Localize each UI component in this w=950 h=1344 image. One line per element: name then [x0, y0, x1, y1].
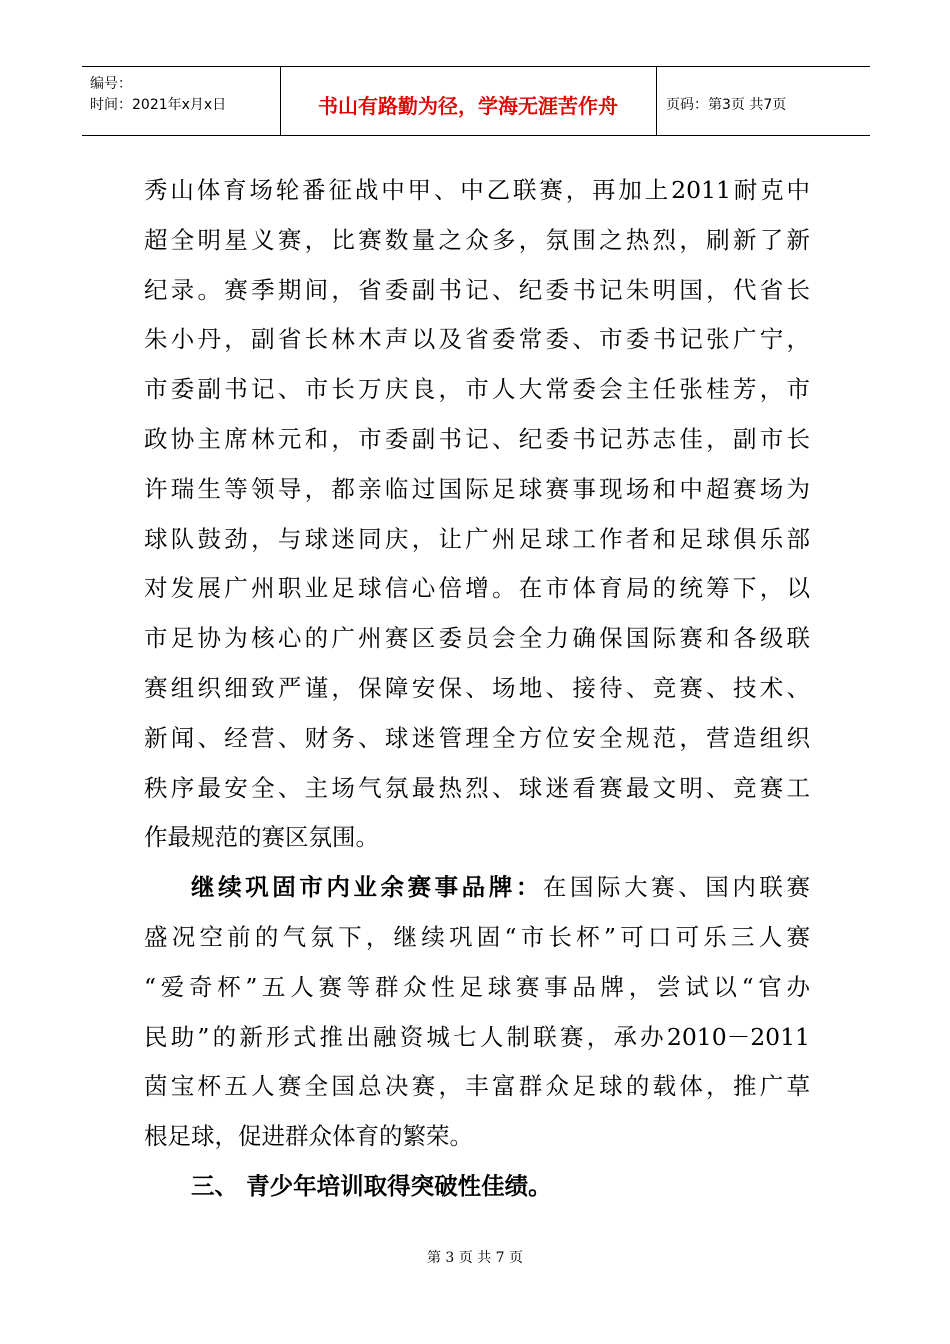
text-line: 政协主席林元和，市委副书记、纪委书记苏志佳，副市长	[144, 424, 810, 453]
text-line: 超全明星义赛，比赛数量之众多，氛围之热烈，刷新了新	[144, 225, 810, 254]
text-line: 秩序最安全、主场气氛最热烈、球迷看赛最文明、竞赛工	[144, 773, 810, 802]
text-line: “爱奇杯”五人赛等群众性足球赛事品牌，尝试以“官办	[144, 972, 810, 1001]
text-line: 对发展广州职业足球信心倍增。在市体育局的统筹下，以	[144, 574, 810, 603]
text-line: 赛组织细致严谨，保障安保、场地、接待、竞赛、技术、	[144, 673, 810, 702]
page-header	[82, 66, 870, 136]
text-line: 盛况空前的气氛下，继续巩固“市长杯”可口可乐三人赛	[144, 922, 810, 951]
text-line: 球队鼓劲，与球迷同庆，让广州足球工作者和足球俱乐部	[144, 524, 810, 553]
text-line: 市委副书记、市长万庆良，市人大常委会主任张桂芳，市	[144, 375, 810, 404]
text-line: 许瑞生等领导，都亲临过国际足球赛事现场和中超赛场为	[144, 474, 810, 503]
text-line: 秀山体育场轮番征战中甲、中乙联赛，再加上2011耐克中	[144, 176, 810, 204]
text-line: 作最规范的赛区氛围。	[144, 823, 379, 852]
paragraph-stadium-season	[144, 166, 810, 863]
text-line: 市足协为核心的广州赛区委员会全力确保国际赛和各级联	[144, 624, 810, 653]
header-motto: 书山有路勤为径，学海无涯苦作舟	[318, 94, 618, 118]
text-line: 根足球，促进群众体育的繁荣。	[144, 1122, 473, 1151]
text-line: 纪录。赛季期间，省委副书记、纪委书记朱明国，代省长	[144, 275, 810, 304]
page-footer: 第 3 页 共 7 页	[426, 1250, 524, 1266]
text-line	[144, 863, 810, 913]
text-line: 民助”的新形式推出融资城七人制联赛，承办2010－2011	[144, 1022, 810, 1051]
document-date-label: 时间：2021年x月x日	[90, 97, 227, 113]
paragraph-heading: 继续巩固市内业余赛事品牌：	[191, 873, 543, 902]
header-motto-cell	[280, 67, 657, 135]
paragraph-amateur-events	[144, 863, 810, 1162]
header-page-number: 页码：第3页 共7页	[666, 97, 787, 113]
document-body	[144, 166, 810, 1212]
text-line: 朱小丹，副省长林木声以及省委常委、市委书记张广宁，	[144, 325, 810, 354]
document-number-label: 编号：	[90, 76, 132, 92]
header-meta-cell	[82, 67, 281, 135]
text-run: 在国际大赛、国内联赛	[542, 873, 811, 902]
section-heading: 三、 青少年培训取得突破性佳绩。	[191, 1171, 552, 1200]
text-line: 茵宝杯五人赛全国总决赛，丰富群众足球的载体，推广草	[144, 1072, 810, 1101]
header-page-cell	[656, 67, 870, 135]
text-line: 新闻、经营、财务、球迷管理全方位安全规范，营造组织	[144, 723, 810, 752]
